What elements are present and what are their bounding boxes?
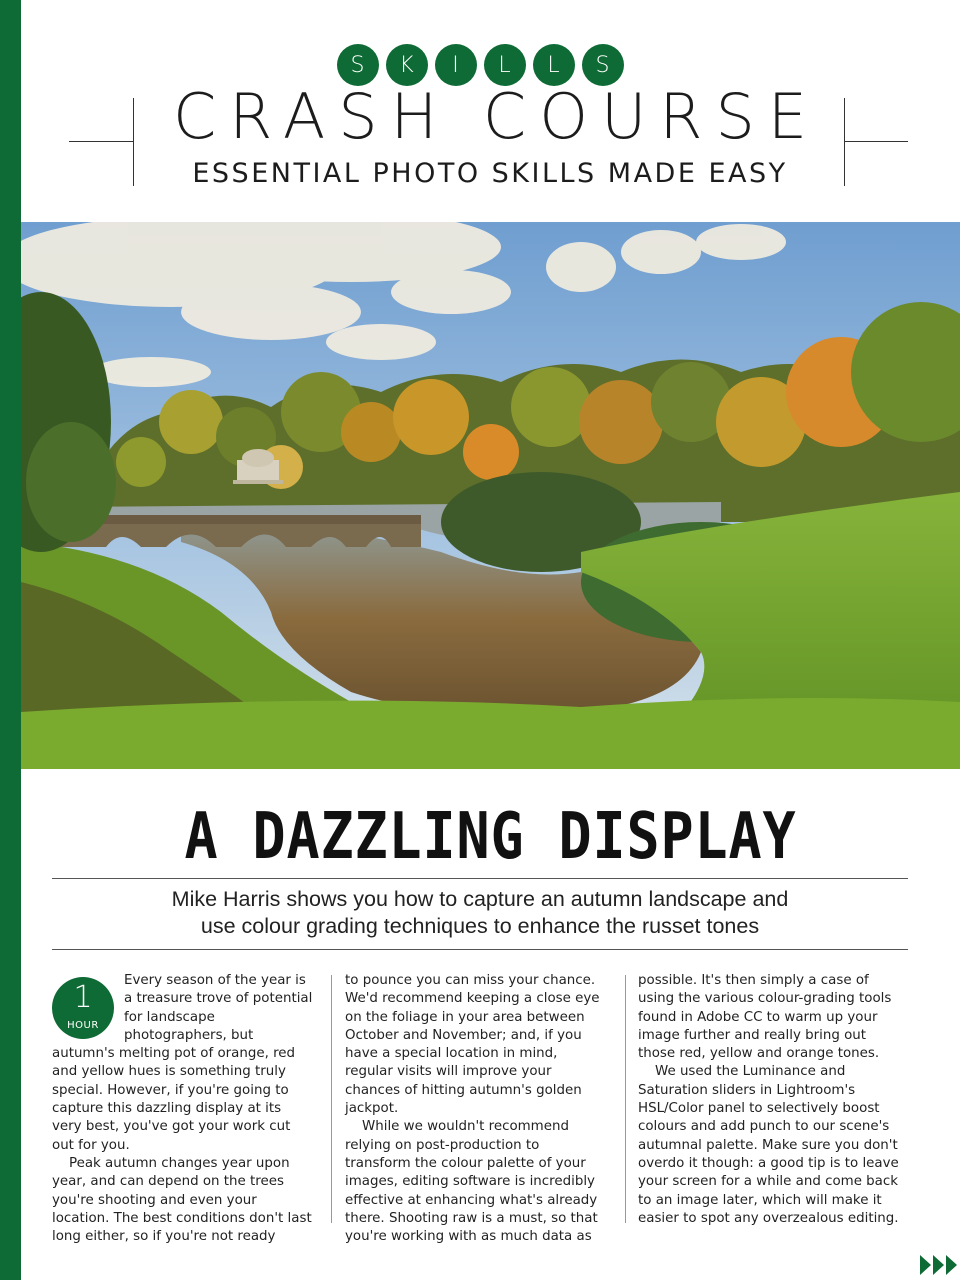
skills-letter-dot: K <box>386 44 428 86</box>
skills-letter-dot: S <box>337 44 379 86</box>
article-standfirst <box>52 886 908 940</box>
skills-letter-dot: S <box>582 44 624 86</box>
time-badge-number: 1 <box>73 980 93 1015</box>
triple-chevron-right-icon[interactable] <box>920 1252 960 1278</box>
header-rule-right <box>844 141 908 142</box>
header-rule-left <box>69 141 133 142</box>
standfirst-rule-bottom <box>52 949 908 950</box>
body-paragraph: Peak autumn changes year upon year, and can depend on the trees you're shooting and even your location. The best conditions don't last long either, so if you're not ready <box>52 1155 312 1245</box>
green-side-bar <box>0 0 21 1280</box>
skills-letter-dot: I <box>435 44 477 86</box>
article-headline: A DAZZLING DISPLAY <box>184 800 797 874</box>
body-paragraph: to pounce you can miss your chance. We'd recommend keeping a close eye on the foliage in your area between October and November; and, if you have a special location in mind, regular visits will improve your chances of hitting autumn's golden jackpot. <box>345 973 600 1117</box>
standfirst-line: Mike Harris shows you how to capture an autumn landscape and <box>171 887 789 911</box>
body-column-1 <box>52 972 314 1246</box>
autumn-landscape-photo <box>21 222 960 769</box>
column-divider <box>625 975 626 1223</box>
skills-letter-dot: L <box>533 44 575 86</box>
skills-letter-dot: L <box>484 44 526 86</box>
column-divider <box>331 975 332 1223</box>
section-title: CRASH COURSE <box>172 80 821 153</box>
standfirst-rule-top <box>52 878 908 879</box>
standfirst-line: use colour grading techniques to enhance the russet tones <box>200 914 760 938</box>
body-paragraph: possible. It's then simply a case of using the various colour-grading tools found in Adobe CC to warm up your image further and really bring out those red, yellow and orange tones. <box>638 973 892 1062</box>
time-badge <box>52 977 114 1039</box>
section-subtitle: ESSENTIAL PHOTO SKILLS MADE EASY <box>192 158 788 189</box>
body-paragraph: While we wouldn't recommend relying on post-production to transform the colour palette of your images, editing software is incredibly effective at enhancing what's already there. Shooting raw is a must, so that you're working with as much data as <box>345 1119 598 1245</box>
body-paragraph: Every season of the year is a treasure trove of potential for landscape photographers, but autumn's melting pot of orange, red and yellow hues is something truly special. However, if you're going to capture this dazzling display at its very best, you've got your work cut out for you. <box>52 973 313 1153</box>
body-column-3 <box>638 972 900 1228</box>
time-badge-unit: HOUR <box>67 1020 99 1031</box>
body-paragraph: We used the Luminance and Saturation sliders in Lightroom's HSL/Color panel to selectively boost colours and add punch to our scene's autumnal palette. Make sure you don't overdo it though: a good tip is to leave your screen for a while and come back to an image later, which will make it easier to spot any overzealous editing. <box>638 1064 899 1226</box>
body-column-2 <box>345 972 607 1246</box>
